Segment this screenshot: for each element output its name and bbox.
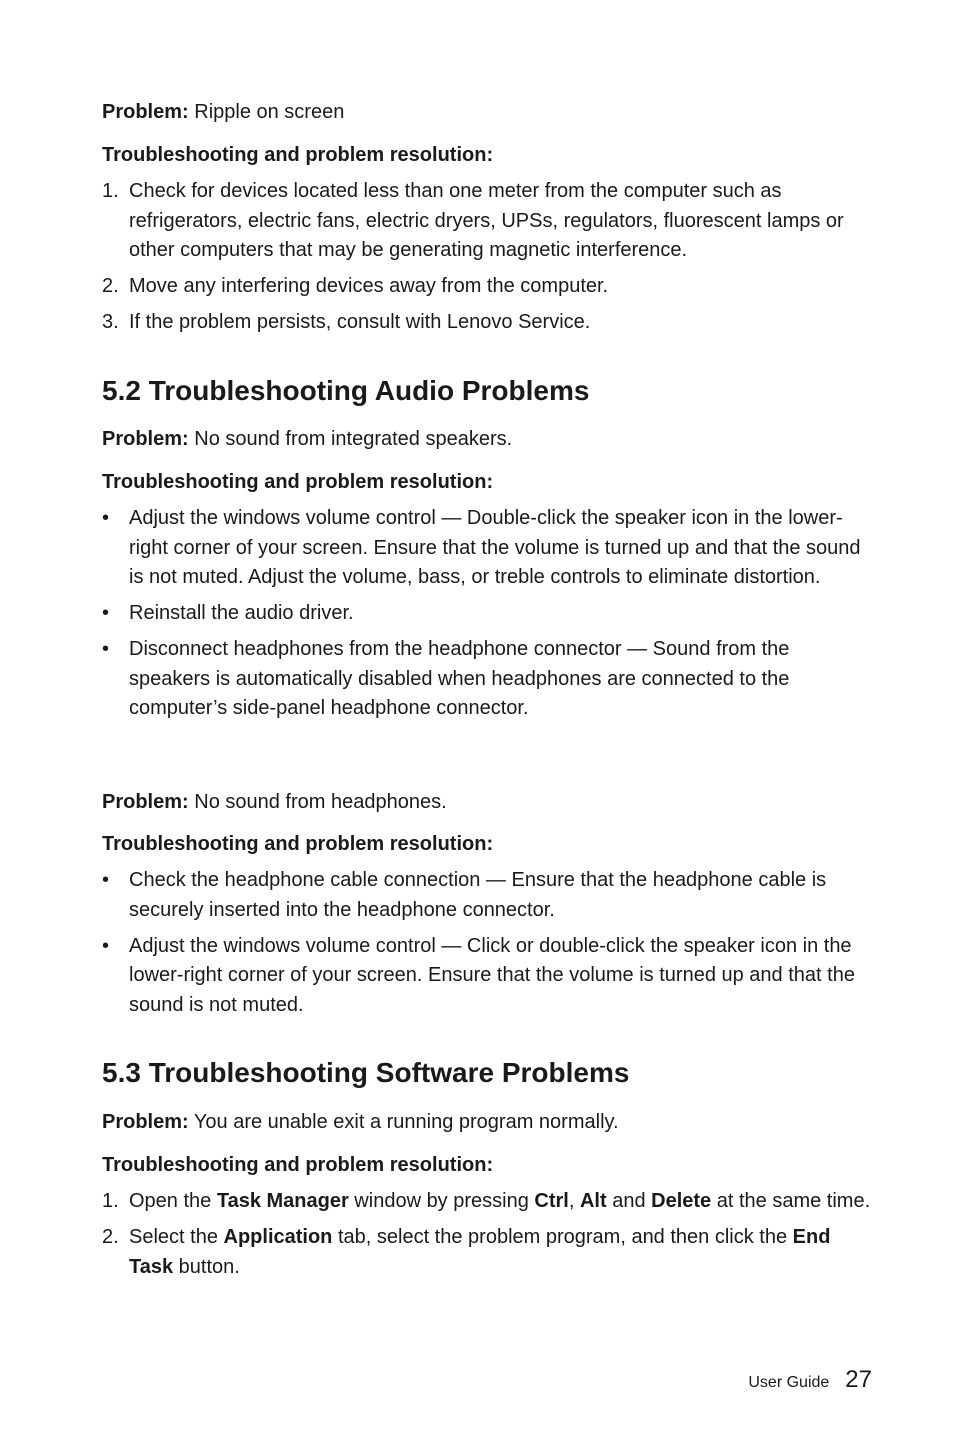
key-alt: Alt <box>579 1190 607 1212</box>
list-item: • Check the headphone cable connection — Ensure that the headphone cable is securely inserted into the headphone connector. <box>102 866 872 925</box>
bullet-icon: • <box>102 934 110 957</box>
problem-text: You are unable exit a running program normally. <box>188 1111 619 1133</box>
bullet-icon: • <box>102 638 110 660</box>
list-item: • Disconnect headphones from the headphone connector — Sound from the speakers is automatically disabled when headphones are connected to the computer’s side-panel headphone connector. <box>102 635 872 724</box>
section-heading-audio: 5.2 Troubleshooting Audio Problems <box>102 375 590 406</box>
resolution-label: Troubleshooting and problem resolution: <box>102 1154 494 1176</box>
problem-label: Problem: <box>102 101 189 123</box>
keyword-end-task: End Task <box>129 1226 831 1278</box>
problem-line <box>102 1108 872 1138</box>
numbered-list <box>102 1187 872 1289</box>
resolution-label: Troubleshooting and problem resolution: <box>102 144 494 166</box>
problem-line <box>102 788 872 818</box>
list-item: • Adjust the windows volume control — Click or double-click the speaker icon in the lower-right corner of your screen. Ensure that the volume is turned up and that the sound is not muted. <box>102 932 872 1021</box>
bullet-icon: • <box>102 869 110 891</box>
resolution-label: Troubleshooting and problem resolution: <box>102 833 494 855</box>
page-number: 27 <box>845 1366 872 1393</box>
problem-label: Problem: <box>102 428 189 450</box>
bullet-list <box>102 504 872 730</box>
problem-text: No sound from headphones. <box>188 791 447 813</box>
list-item: 3. If the problem persists, consult with Lenovo Service. <box>102 311 591 333</box>
problem-label: Problem: <box>102 791 189 813</box>
list-item: 1. Open the Task Manager window by pressing Ctrl, Alt and Delete at the same time. <box>102 1190 871 1212</box>
problem-text: Ripple on screen <box>188 101 345 123</box>
section-heading-software: 5.3 Troubleshooting Software Problems <box>102 1057 630 1088</box>
bullet-icon: • <box>102 507 110 529</box>
keyword-task-manager: Task Manager <box>216 1190 349 1212</box>
problem-line <box>102 98 872 128</box>
list-item: 2. Move any interfering devices away from the computer. <box>102 275 609 297</box>
page-footer <box>748 1366 872 1394</box>
bullet-list <box>102 866 872 1027</box>
problem-text: No sound from integrated speakers. <box>188 428 513 450</box>
problem-line <box>102 425 872 455</box>
key-delete: Delete <box>651 1190 712 1212</box>
list-item: 2. Select the Application tab, select the problem program, and then click the End Task button. <box>102 1226 831 1278</box>
bullet-icon: • <box>102 602 110 624</box>
numbered-list <box>102 177 872 344</box>
keyword-application: Application <box>223 1226 333 1248</box>
problem-label: Problem: <box>102 1111 189 1133</box>
list-item: • Reinstall the audio driver. <box>102 599 872 629</box>
list-item: • Adjust the windows volume control — Double-click the speaker icon in the lower-right corner of your screen. Ensure that the volume is turned up and that the sound is not muted. Adjust the volume, bass, or treble controls to eliminate distortion. <box>102 504 872 593</box>
list-item: 1. Check for devices located less than one meter from the computer such as refrigerators, electric fans, electric dryers, UPSs, regulators, fluorescent lamps or other computers that may be generating magnetic interference. <box>102 180 844 261</box>
footer-label: User Guide <box>748 1374 830 1391</box>
resolution-label: Troubleshooting and problem resolution: <box>102 471 494 493</box>
key-ctrl: Ctrl <box>534 1190 569 1212</box>
